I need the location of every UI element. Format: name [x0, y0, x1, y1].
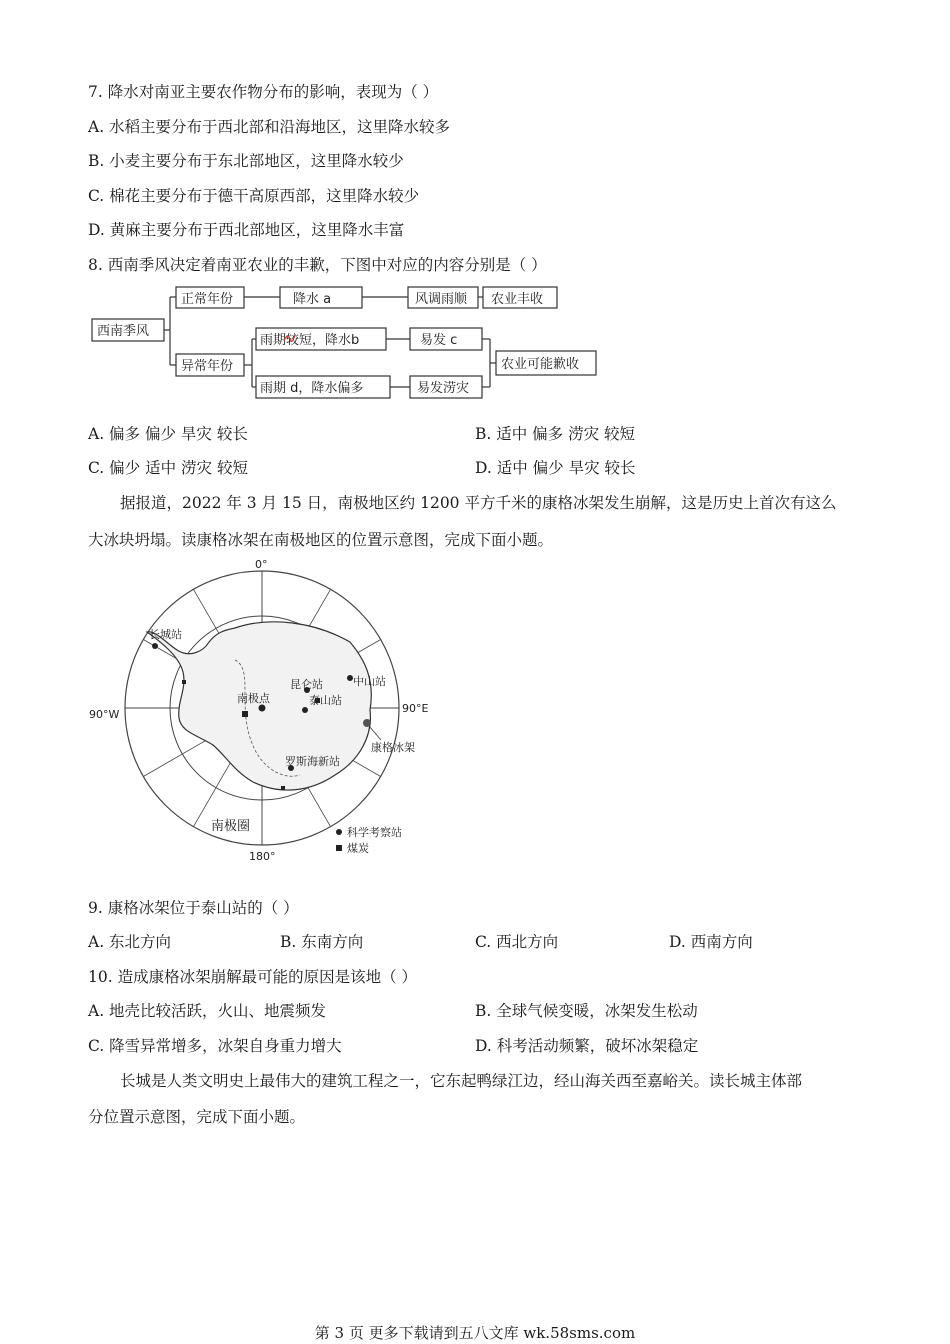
q8-option-b: B. 适中 偏多 涝灾 较短: [475, 425, 636, 443]
q10-option-a: A. 地壳比较活跃，火山、地震频发: [88, 1002, 327, 1020]
map-label-180: 180°: [249, 850, 276, 863]
antarctic-circle-label: 南极圈: [211, 819, 251, 834]
south-pole-label: 南极点: [237, 692, 270, 705]
node-rain-a: 降水 a: [293, 292, 332, 307]
station-zhongshan: 中山站: [353, 675, 386, 688]
node-rain-b: 雨期较短，降水b: [260, 333, 360, 348]
node-normal-year: 正常年份: [181, 292, 234, 307]
q9-option-d: D. 西南方向: [669, 933, 753, 951]
q10-option-d: D. 科考活动频繁，破坏冰架稳定: [475, 1037, 699, 1055]
q7-option-c: C. 棉花主要分布于德干高原西部，这里降水较少: [88, 187, 420, 205]
q7-option-b: B. 小麦主要分布于东北部地区，这里降水较少: [88, 152, 404, 170]
legend-station-label: 科学考察站: [347, 826, 402, 839]
q10-stem: 10. 造成康格冰架崩解最可能的原因是该地（ ）: [88, 968, 418, 986]
map-label-0: 0°: [255, 560, 268, 571]
q7-stem: 7. 降水对南亚主要农作物分布的影响，表现为（ ）: [88, 83, 439, 101]
passage1-line1: 据报道，2022 年 3 月 15 日，南极地区约 1200 平方千米的康格冰架发生崩解，这是历史上首次有这么: [120, 494, 837, 512]
passage2-line2: 分位置示意图，完成下面小题。: [88, 1108, 306, 1126]
station-great-wall: 长城站: [149, 628, 182, 641]
page-footer: 第 3 页 更多下载请到五八文库 wk.58sms.com: [314, 1324, 636, 1342]
node-abnormal-year: 异常年份: [181, 359, 234, 374]
passage2-line1: 长城是人类文明史上最伟大的建筑工程之一，它东起鸭绿江边，经山海关西至嘉峪关。读长城主体部: [120, 1072, 803, 1090]
legend-coal-label: 煤炭: [347, 842, 369, 855]
passage1-line2: 大冰块坍塌。读康格冰架在南极地区的位置示意图，完成下面小题。: [88, 531, 554, 549]
node-easy-c: 易发 c: [420, 333, 458, 348]
q7-option-d: D. 黄麻主要分布于西北部地区，这里降水丰富: [88, 221, 405, 239]
conger-ice-shelf-label: 康格冰架: [371, 741, 415, 754]
q9-option-a: A. 东北方向: [88, 933, 172, 951]
q8-option-a: A. 偏多 偏少 旱灾 较长: [88, 425, 248, 443]
monsoon-flow-diagram: [88, 283, 608, 408]
q8-option-c: C. 偏少 适中 涝灾 较短: [88, 459, 248, 477]
q10-option-c: C. 降雪异常增多，冰架自身重力增大: [88, 1037, 342, 1055]
q9-option-c: C. 西北方向: [475, 933, 559, 951]
node-poor-harvest: 农业可能歉收: [501, 357, 580, 372]
station-kunlun: 昆仑站: [290, 678, 323, 691]
q8-stem: 8. 西南季风决定着南亚农业的丰歉，下图中对应的内容分别是（ ）: [88, 256, 547, 274]
node-flood: 易发涝灾: [417, 381, 470, 396]
node-harvest: 农业丰收: [491, 292, 544, 307]
antarctica-map: [85, 560, 435, 865]
q10-option-b: B. 全球气候变暖，冰架发生松动: [475, 1002, 698, 1020]
q9-stem: 9. 康格冰架位于泰山站的（ ）: [88, 899, 299, 917]
q9-option-b: B. 东南方向: [280, 933, 364, 951]
map-legend: [336, 825, 402, 855]
node-root: 西南季风: [97, 324, 150, 339]
map-label-90w: 90°W: [89, 708, 120, 721]
map-label-90e: 90°E: [402, 702, 429, 715]
q8-option-d: D. 适中 偏少 旱灾 较长: [475, 459, 636, 477]
station-taishan: 泰山站: [309, 694, 342, 707]
station-ross-sea: 罗斯海新站: [285, 755, 340, 768]
node-rain-d: 雨期 d，降水偏多: [260, 381, 364, 396]
q7-option-a: A. 水稻主要分布于西北部和沿海地区，这里降水较多: [88, 118, 451, 136]
node-good-weather: 风调雨顺: [415, 292, 468, 307]
